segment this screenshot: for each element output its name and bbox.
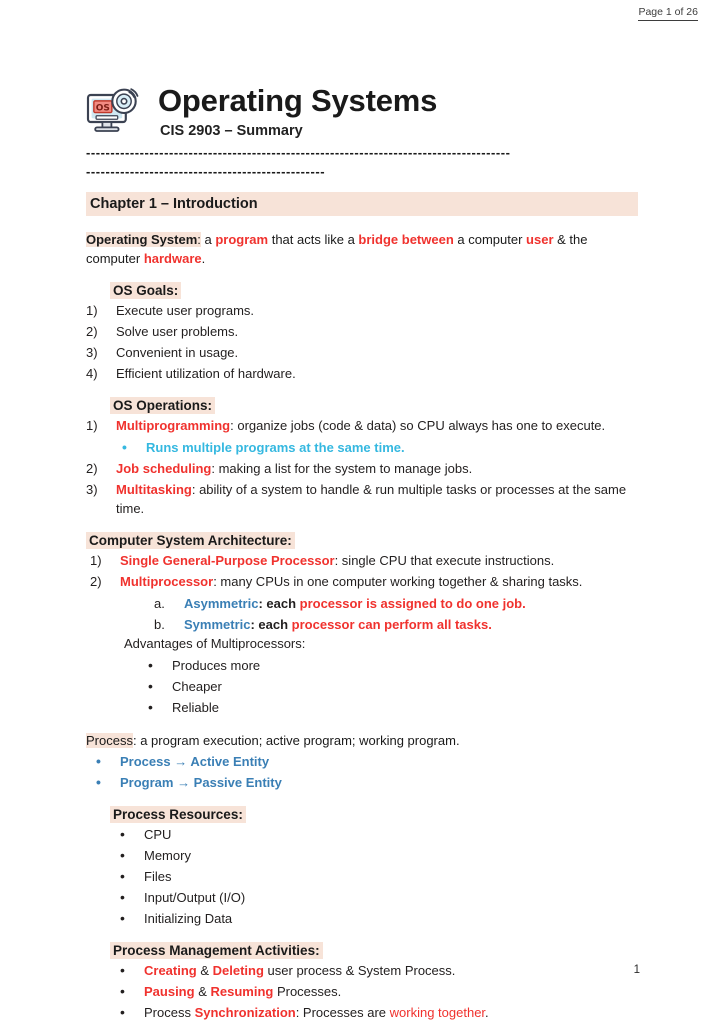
list-marker: 1) (86, 418, 98, 433)
divider-line-2: ------------------------------------------------- (86, 165, 326, 178)
list-item (90, 551, 642, 570)
term-user: user (526, 232, 554, 247)
list-text: Reliable (172, 700, 219, 715)
os-operations-heading-label: OS Operations: (110, 397, 215, 414)
list-item (114, 909, 642, 928)
list-item (86, 416, 642, 457)
bullet-icon: • (120, 826, 125, 842)
list-item (154, 615, 642, 634)
bullet-icon: • (148, 678, 153, 694)
list-item (114, 888, 642, 907)
list-text: : Processes are (295, 1005, 390, 1020)
advantages-label: Advantages of Multiprocessors: (124, 636, 306, 651)
list-item (86, 322, 642, 341)
operating-systems-logo-icon (86, 86, 144, 140)
title-text-block (158, 82, 437, 139)
asymmetric-detail: processor is assigned to do one job. (299, 596, 526, 611)
list-marker: 1) (86, 303, 98, 318)
term-bridge-between: bridge between (358, 232, 454, 247)
term-process: Process (86, 733, 133, 748)
bullet-icon: • (96, 753, 101, 769)
term-creating: Creating (144, 963, 197, 978)
def-text-2: that acts like a (268, 232, 359, 247)
operating-system-definition (86, 230, 642, 268)
list-item (86, 364, 642, 383)
list-marker: 2) (86, 461, 98, 476)
bullet-icon: • (120, 889, 125, 905)
process-entity-list (90, 752, 642, 792)
term-single-general-purpose-processor: Single General-Purpose Processor (120, 553, 335, 568)
list-text: : single CPU that execute instructions. (334, 553, 555, 568)
list-item (86, 343, 642, 362)
list-text: & (196, 963, 213, 978)
term-resuming: Resuming (210, 984, 274, 999)
list-marker: 1) (90, 553, 102, 568)
os-operations-heading (110, 398, 642, 413)
document-subtitle: CIS 2903 – Summary (160, 123, 303, 139)
os-goals-heading-label: OS Goals: (110, 282, 181, 299)
list-item (90, 572, 642, 717)
list-item (116, 438, 642, 457)
list-text: Processes. (273, 984, 342, 999)
list-text: Runs multiple programs at the same time. (146, 440, 405, 455)
list-marker: 3) (86, 482, 98, 497)
svg-text:OS: OS (95, 103, 110, 114)
list-text: : making a list for the system to manage jobs. (211, 461, 473, 476)
list-text: Process → Active Entity (120, 754, 270, 769)
os-goals-heading (110, 283, 642, 298)
list-marker: 2) (90, 574, 102, 589)
os-operations-list (86, 416, 642, 518)
bullet-icon: • (120, 1004, 125, 1020)
bullet-icon: • (120, 910, 125, 926)
term-hardware: hardware (143, 251, 202, 266)
list-text: Execute user programs. (116, 303, 255, 318)
page-header-label: Page 1 of 26 (638, 6, 698, 21)
list-text: : organize jobs (code & data) so CPU always has one to execute. (230, 418, 606, 433)
term-pausing: Pausing (144, 984, 195, 999)
list-item (114, 825, 642, 844)
bullet-icon: • (120, 847, 125, 863)
process-resources-list (114, 825, 642, 928)
process-definition-text: : a program execution; active program; working program. (132, 733, 460, 748)
process-management-heading-label: Process Management Activities: (110, 942, 323, 959)
list-text: : each (258, 596, 300, 611)
multiprogramming-sub-list (116, 438, 642, 457)
bullet-icon: • (96, 774, 101, 790)
list-text: Process (144, 1005, 195, 1020)
bullet-icon: • (120, 983, 125, 999)
list-item (142, 677, 642, 696)
list-item (86, 480, 642, 518)
list-text: Produces more (172, 658, 261, 673)
list-text: Initializing Data (144, 911, 233, 926)
term-symmetric: Symmetric (184, 617, 251, 632)
title-block (86, 82, 642, 140)
list-text: Memory (144, 848, 191, 863)
bullet-icon: • (148, 657, 153, 673)
list-marker: a. (154, 596, 165, 611)
list-text: Solve user problems. (116, 324, 239, 339)
list-text: : each (250, 617, 292, 632)
list-text: CPU (144, 827, 172, 842)
list-marker: b. (154, 617, 165, 632)
footer-page-number: 1 (633, 964, 640, 976)
term-working-together: working together (389, 1005, 486, 1020)
bullet-icon: • (120, 868, 125, 884)
list-text: Cheaper (172, 679, 222, 694)
chapter-heading: Chapter 1 – Introduction (86, 192, 638, 216)
document-title: Operating Systems (158, 83, 438, 118)
list-text: Input/Output (I/O) (144, 890, 246, 905)
process-management-list (114, 961, 642, 1022)
term-deleting: Deleting (212, 963, 264, 978)
def-text-4: & the computer (86, 232, 588, 266)
bullet-icon: • (120, 962, 125, 978)
process-resources-heading-label: Process Resources: (110, 806, 246, 823)
list-marker: 3) (86, 345, 98, 360)
symmetric-detail: processor can perform all tasks. (291, 617, 492, 632)
term-multiprocessor: Multiprocessor (120, 574, 214, 589)
term-colon: : (197, 232, 201, 247)
list-text: Efficient utilization of hardware. (116, 366, 296, 381)
list-item (114, 1003, 642, 1022)
list-text: . (485, 1005, 489, 1020)
process-management-heading (110, 943, 642, 958)
bullet-icon: • (148, 699, 153, 715)
list-item (114, 961, 642, 980)
term-operating-system: Operating System (86, 232, 198, 247)
architecture-list (90, 551, 642, 717)
def-text-3: a computer (453, 232, 527, 247)
def-text-5: . (201, 251, 206, 266)
list-item (142, 698, 642, 717)
term-program: program (215, 232, 269, 247)
bullet-icon: • (122, 439, 127, 455)
list-marker: 4) (86, 366, 98, 381)
list-marker: 2) (86, 324, 98, 339)
list-text: : ability of a system to handle & run multiple tasks or processes at the same time. (116, 482, 627, 516)
term-asymmetric: Asymmetric (184, 596, 259, 611)
term-multiprogramming: Multiprogramming (116, 418, 231, 433)
architecture-heading (86, 533, 642, 548)
document-content (86, 82, 642, 1022)
term-multitasking: Multitasking (116, 482, 192, 497)
list-item (90, 773, 642, 792)
list-text: : many CPUs in one computer working together & sharing tasks. (213, 574, 583, 589)
process-definition (86, 731, 642, 750)
list-text: Files (144, 869, 172, 884)
term-synchronization: Synchronization (194, 1005, 296, 1020)
term-job-scheduling: Job scheduling (116, 461, 212, 476)
multiprocessor-sub-list (154, 594, 642, 634)
list-item (114, 867, 642, 886)
list-item (90, 752, 642, 771)
list-item (86, 301, 642, 320)
list-item (154, 594, 642, 613)
process-resources-heading (110, 807, 642, 822)
list-item (86, 459, 642, 478)
list-item (142, 656, 642, 675)
os-goals-list (86, 301, 642, 383)
list-item (114, 982, 642, 1001)
list-text: Program → Passive Entity (120, 775, 282, 790)
list-text: user process & System Process. (263, 963, 456, 978)
list-text: Convenient in usage. (116, 345, 239, 360)
divider-line-1: --------------------------------------------------------------------------------------- (86, 146, 511, 159)
list-text: & (194, 984, 211, 999)
architecture-heading-label: Computer System Architecture: (86, 532, 295, 549)
advantages-list (142, 656, 642, 717)
list-item (114, 846, 642, 865)
def-text-1: a (200, 232, 216, 247)
